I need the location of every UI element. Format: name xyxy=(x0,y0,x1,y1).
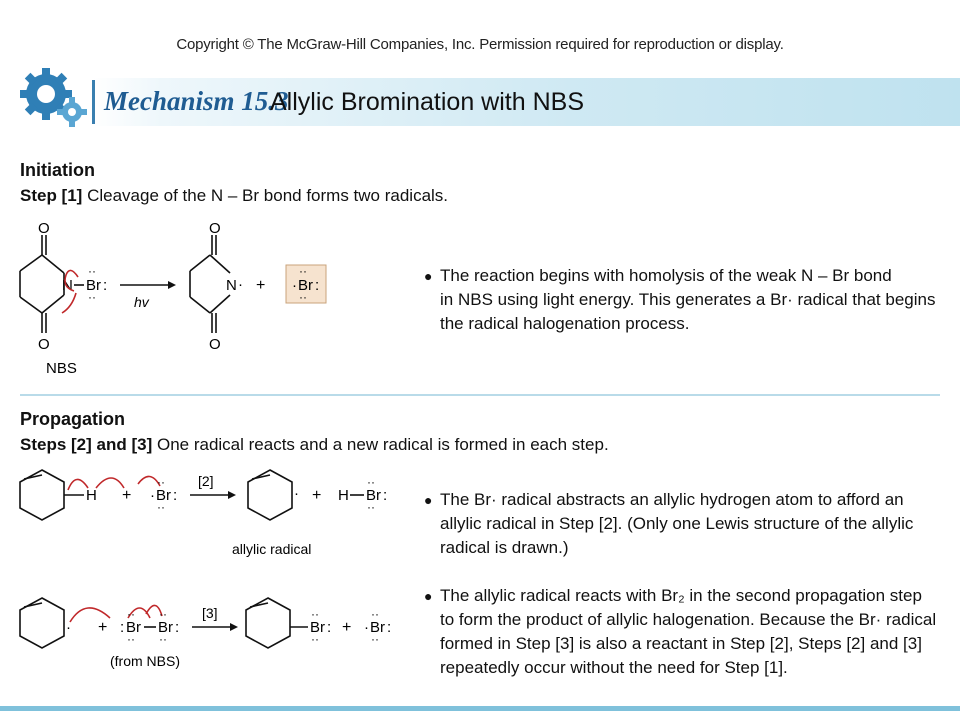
propagation-bullet-1-line-1: The Br· radical abstracts an allylic hydrogen atom to afford an xyxy=(440,490,904,509)
svg-text:··: ·· xyxy=(371,632,379,646)
propagation-bullet-2-line-2: to form the product of allylic halogenation. Because the Br· radical xyxy=(440,610,937,629)
initiation-scheme xyxy=(0,215,400,385)
allylic-radical-label: allylic radical xyxy=(232,541,312,557)
svg-text:··: ·· xyxy=(127,607,135,621)
br2-br-2: Br xyxy=(158,619,173,636)
propagation-bullet-1-line-3: radical is drawn.) xyxy=(440,538,569,557)
initiation-bullet-line-3: the radical halogenation process. xyxy=(440,314,690,333)
propagation-heading: Propagation xyxy=(20,409,126,429)
initiation-bullet-line-2: in NBS using light energy. This generates a Br· radical that begins xyxy=(440,290,936,309)
svg-text:·: · xyxy=(150,487,155,504)
hbr-br: Br xyxy=(366,487,381,504)
step3-plus-2: + xyxy=(342,619,352,636)
nbs-br-dots: : xyxy=(103,277,108,294)
propagation-bullet-2: ● The allylic radical reacts with Br₂ in the second propagation step to form the product of allylic halogenation. Because the Br· radical formed in Step [3] is also a reactant in Step [2], Steps [2] and [3] repeatedly occur without the need for Step [1]. xyxy=(440,584,940,680)
svg-text::: : xyxy=(387,619,392,636)
propagation-bullet-1-line-2: allylic radical in Step [2]. (Only one Lewis structure of the allylic xyxy=(440,514,914,533)
initiation-step-label: Step [1] xyxy=(20,186,83,205)
svg-text:·: · xyxy=(238,276,243,293)
nbs-o-bottom: O xyxy=(38,336,50,353)
step2-label: [2] xyxy=(198,473,214,489)
plus-sign: + xyxy=(256,277,266,294)
svg-text:··: ·· xyxy=(157,500,165,514)
hv-label: hv xyxy=(134,294,149,310)
svg-text::: : xyxy=(327,619,332,636)
product-br: Br xyxy=(310,619,325,636)
succinimidyl-radical xyxy=(190,235,230,333)
mechanism-title: Allylic Bromination with NBS xyxy=(270,88,584,116)
nbs-n: N xyxy=(62,277,73,294)
br2-br-1: Br xyxy=(126,619,141,636)
cyclohexene-reactant xyxy=(20,470,84,520)
svg-text:··: ·· xyxy=(367,475,375,489)
step2-br: Br xyxy=(156,487,171,504)
svg-text:··: ·· xyxy=(299,264,307,278)
svg-text:··: ·· xyxy=(367,500,375,514)
bottom-rule xyxy=(0,706,960,711)
initiation-step-text: Cleavage of the N – Br bond forms two radicals. xyxy=(87,186,449,205)
radical-n: N xyxy=(226,277,237,294)
initiation-step xyxy=(20,186,448,206)
step3-scheme xyxy=(0,582,410,690)
br-radical: Br xyxy=(298,277,313,294)
svg-text::: : xyxy=(173,487,178,504)
svg-text:··: ·· xyxy=(127,632,135,646)
svg-text::: : xyxy=(315,277,320,294)
step2-arrow-a xyxy=(68,479,88,490)
svg-text:··: ·· xyxy=(311,607,319,621)
svg-text:··: ·· xyxy=(311,632,319,646)
step3-plus: + xyxy=(98,619,108,636)
section-divider xyxy=(20,394,940,396)
radical-o-bottom: O xyxy=(209,336,221,353)
header-separator xyxy=(92,80,95,124)
propagation-step-label: Steps [2] and [3] xyxy=(20,435,153,454)
nbs-br: Br xyxy=(86,277,101,294)
allylic-radical-reactant xyxy=(20,598,64,648)
step2-arrow-b xyxy=(96,478,124,488)
svg-text:··: ·· xyxy=(159,607,167,621)
nbs-br-dots-top: ·· xyxy=(88,264,96,278)
h-atom: H xyxy=(86,487,97,504)
svg-text:·: · xyxy=(66,619,71,636)
initiation-bullet: ● The reaction begins with homolysis of the weak N – Br bond in NBS using light energy. This generates a Br· radical that begins the radical halogenation process. xyxy=(440,264,940,336)
svg-text:··: ·· xyxy=(159,632,167,646)
nbs-structure xyxy=(20,235,84,333)
svg-text::: : xyxy=(175,619,180,636)
propagation-step-text: One radical reacts and a new radical is formed in each step. xyxy=(156,435,609,454)
from-nbs-label: (from NBS) xyxy=(110,653,180,669)
svg-text::: : xyxy=(120,619,125,636)
nbs-br-dots-bottom: ·· xyxy=(88,290,96,304)
gears-icon xyxy=(14,62,94,134)
svg-text::: : xyxy=(383,487,388,504)
propagation-bullet-1: ● The Br· radical abstracts an allylic hydrogen atom to afford an allylic radical in Step [2]. (Only one Lewis structure of the allylic radical is drawn.) xyxy=(440,488,940,560)
initiation-heading: Initiation xyxy=(20,160,95,180)
propagation-bullet-2-line-1: The allylic radical reacts with Br₂ in the second propagation step xyxy=(440,586,922,605)
propagation-step xyxy=(20,435,609,455)
initiation-bullet-line-1: The reaction begins with homolysis of the weak N – Br bond xyxy=(440,266,892,285)
nbs-o-top: O xyxy=(38,220,50,237)
step2-scheme xyxy=(0,462,410,570)
copyright-notice: Copyright © The McGraw-Hill Companies, Inc. Permission required for reproduction or display. xyxy=(176,36,784,53)
radical-o-top: O xyxy=(209,220,221,237)
svg-text:··: ·· xyxy=(299,290,307,304)
nbs-label: NBS xyxy=(46,360,77,377)
homolysis-arrow-2 xyxy=(62,293,76,313)
svg-text:·: · xyxy=(294,485,299,502)
step3-label: [3] xyxy=(202,605,218,621)
step2-plus: + xyxy=(122,487,132,504)
hbr-h: H xyxy=(338,487,349,504)
propagation-bullet-2-line-4: repeatedly occur without the need for Step [1]. xyxy=(440,658,788,677)
svg-text:·: · xyxy=(292,277,297,294)
allylic-bromide-product xyxy=(246,598,308,648)
allylic-radical-structure xyxy=(248,470,292,520)
svg-text:·: · xyxy=(364,619,369,636)
propagation-bullet-2-line-3: formed in Step [3] is also a reactant in Step [2], Steps [2] and [3] xyxy=(440,634,922,653)
mechanism-label: Mechanism 15.3 xyxy=(104,86,289,116)
svg-text:··: ·· xyxy=(157,475,165,489)
svg-text:··: ·· xyxy=(371,607,379,621)
step2-plus-2: + xyxy=(312,487,322,504)
br-radical-product: Br xyxy=(370,619,385,636)
